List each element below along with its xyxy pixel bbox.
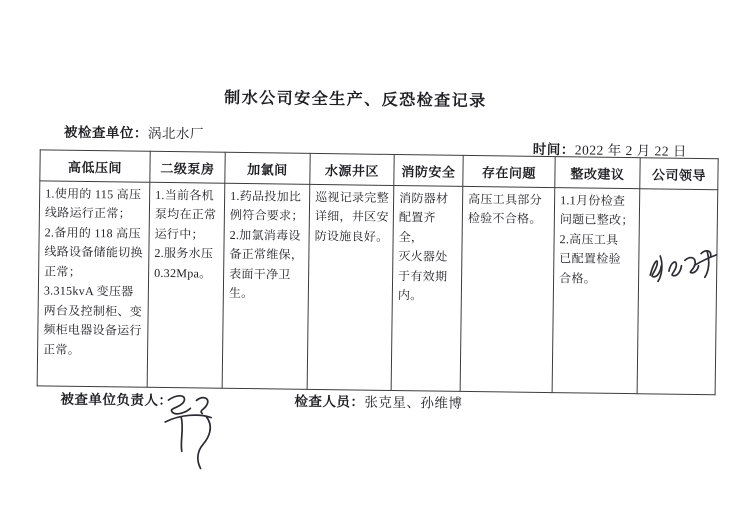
col-header-water-source-well-area: 水源井区 [310, 153, 394, 185]
inspected-unit-value: 涡北水厂 [147, 125, 205, 142]
cell-high-low-voltage-room [37, 181, 150, 387]
inspection-record-table [37, 149, 719, 395]
cell-existing-problems [460, 186, 555, 392]
col-header-rectification-suggestions: 整改建议 [555, 157, 640, 189]
cell-text: 1.当前各机 泵均在正常 运行中； 2.服务水压 0.32Mpa。 [154, 187, 217, 281]
responsible-person-signature-icon [154, 391, 227, 472]
cell-text: 消防器材 配置齐全， 灭火器处 于有效期 内。 [397, 191, 449, 303]
inspectors-line [294, 390, 462, 412]
cell-chlorination-room [222, 183, 310, 389]
col-header-fire-safety: 消防安全 [394, 154, 463, 186]
inspectors-value: 张克星、孙维博 [364, 394, 463, 411]
company-leader-signature-icon [642, 241, 720, 289]
inspected-unit-label: 被检查单位： [63, 124, 149, 141]
cell-text: 1.药品投加比 例符合要求； 2.加氯消毒设 备正常维保， 表面干净卫 生。 [228, 188, 304, 301]
cell-rectification-suggestions [552, 188, 640, 394]
col-header-existing-problems: 存在问题 [463, 155, 555, 187]
cell-text: 巡视记录完整 详细，井区安 防设施良好。 [314, 189, 390, 244]
col-header-company-leader: 公司领导 [640, 158, 718, 190]
inspected-unit-line [64, 121, 204, 143]
responsible-person-label: 被查单位负责人： [60, 391, 173, 409]
cell-secondary-pump-room [147, 182, 225, 388]
cell-water-source-well-area [307, 184, 394, 390]
inspectors-label: 检查人员： [294, 393, 365, 410]
cell-text: 1.1月份检查 问题已整改； 2.高压工具 已配置检验 合格。 [559, 193, 634, 286]
time-value: 2022 年 2 月 22 日 [574, 142, 687, 159]
cell-company-leader-signature [637, 189, 718, 395]
cell-fire-safety [391, 185, 463, 391]
table-data-row [37, 181, 718, 395]
col-header-secondary-pump-room: 二级泵房 [150, 151, 225, 183]
cell-text: 高压工具部分 检验不合格。 [467, 191, 543, 227]
document-title: 制水公司安全生产、反恐检查记录 [224, 89, 487, 111]
time-label: 时间： [532, 141, 575, 158]
col-header-chlorination-room: 加氯间 [225, 152, 310, 184]
cell-text: 1.使用的 115 高压 线路运行正常； 2.备用的 118 高压 线路设备储能切换 正常； 3.315kvA 变压器 两台及控制柜、变 频柜电器设备运行 正常。 [43, 186, 143, 357]
col-header-high-low-voltage-room: 高低压间 [40, 150, 150, 182]
